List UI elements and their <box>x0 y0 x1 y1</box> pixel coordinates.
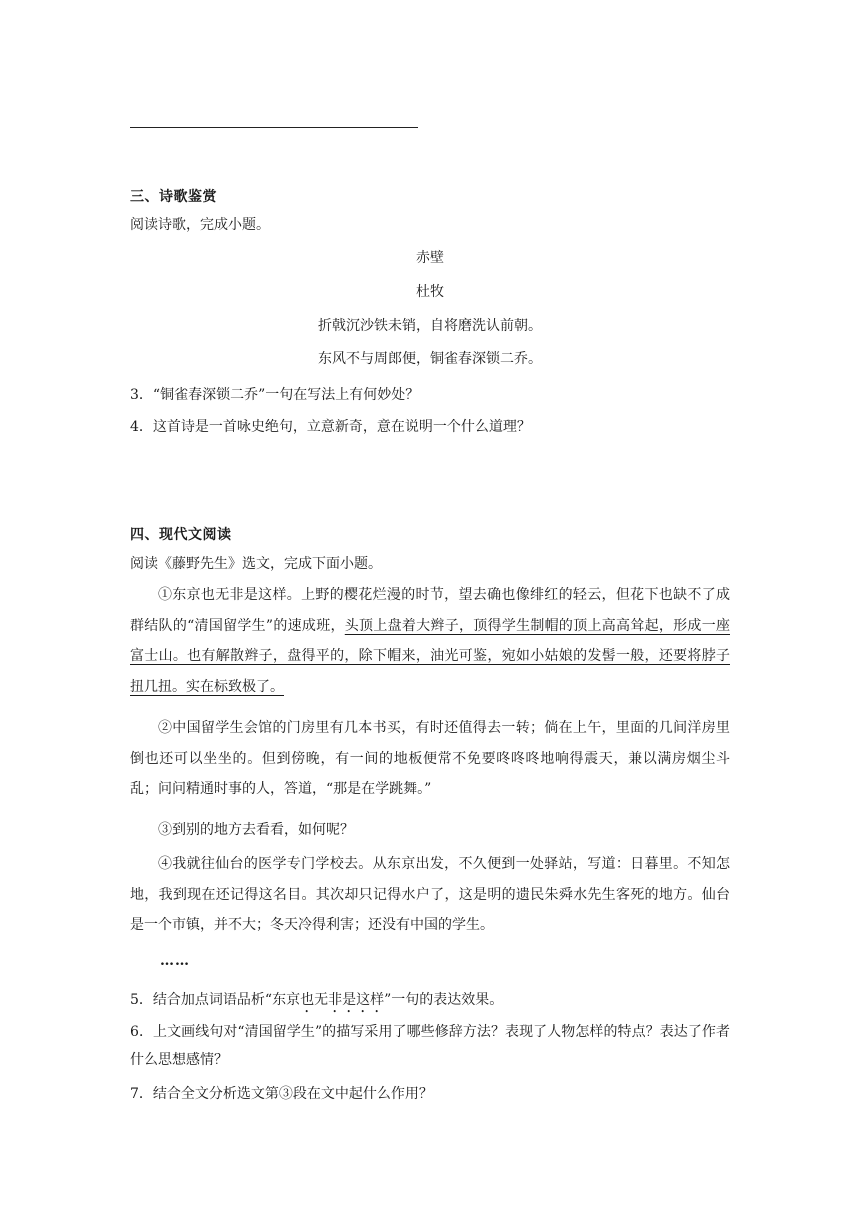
q5-middle: 无 <box>314 992 329 1008</box>
poem-line-2: 东风不与周郎便，铜雀春深锁二乔。 <box>318 351 542 367</box>
passage-paragraph-4: ④我就往仙台的医学专门学校去。从东京出发，不久便到一处驿站，写道：日暮里。不知怎地，我到现在还记得这名目。其次却只记得水户了，这是明的遗民朱舜水先生客死的地方。仙台是一个市镇，并不大；冬天冷得利害；还没有中国的学生。 <box>130 856 730 933</box>
question-6: 6．上文画线句对“清国留学生”的描写采用了哪些修辞方法？表现了人物怎样的特点？表达了作者什么思想感情？ <box>130 1024 730 1068</box>
question-7: 7．结合全文分析选文第③段在文中起什么作用？ <box>130 1086 433 1102</box>
q5-dotted-word-2: 非是这样 <box>328 992 385 1008</box>
q5-prefix: 5．结合加点词语品析“东京 <box>130 992 301 1008</box>
section4-heading: 四、现代文阅读 <box>130 527 232 543</box>
underlined-sentence: 头顶上盘着大辫子，顶得学生制帽的顶上高高耸起，形成一座富士山。也有解散辫子，盘得平的，除下帽来，油光可鉴，宛如小姑娘的发髻一般，还要将脖子扭几扭。实在标致极了。 <box>130 617 730 695</box>
question-4: 4．这首诗是一首咏史绝句，立意新奇，意在说明一个什么道理？ <box>130 419 531 435</box>
poem-title: 赤壁 <box>416 250 444 266</box>
passage-paragraph-1 <box>130 580 730 702</box>
passage-paragraph-2: ②中国留学生会馆的门房里有几本书买，有时还值得去一转；倘在上午，里面的几间洋房里倒也还可以坐坐的。但到傍晚，有一间的地板便常不免要咚咚咚地响得震天，兼以满房烟尘斗乱；问问精通时事的人，答道，“那是在学跳舞。” <box>130 720 730 797</box>
passage-paragraph-3: ③到别的地方去看看，如何呢？ <box>158 822 354 838</box>
q5-suffix: ”一句的表达效果。 <box>384 992 504 1008</box>
answer-blank-line <box>130 127 418 128</box>
q5-dotted-word-1: 也 <box>300 992 315 1008</box>
question-5 <box>130 989 503 1016</box>
paragraph-1-text: ①东京也无非是这样。上野的樱花烂漫的时节，望去确也像绯红的轻云，但花下也缺不了成群结队的“清国留学生”的速成班， <box>130 587 730 634</box>
ellipsis: …… <box>160 953 190 969</box>
section3-heading: 三、诗歌鉴赏 <box>130 189 217 205</box>
poem-line-1: 折戟沉沙铁未销，自将磨洗认前朝。 <box>318 318 542 334</box>
question-3: 3．“铜雀春深锁二乔”一句在写法上有何妙处？ <box>130 387 420 403</box>
section4-instruction: 阅读《藤野先生》选文，完成下面小题。 <box>130 556 382 572</box>
poem-author: 杜牧 <box>416 284 444 300</box>
section3-instruction: 阅读诗歌，完成小题。 <box>130 217 270 233</box>
